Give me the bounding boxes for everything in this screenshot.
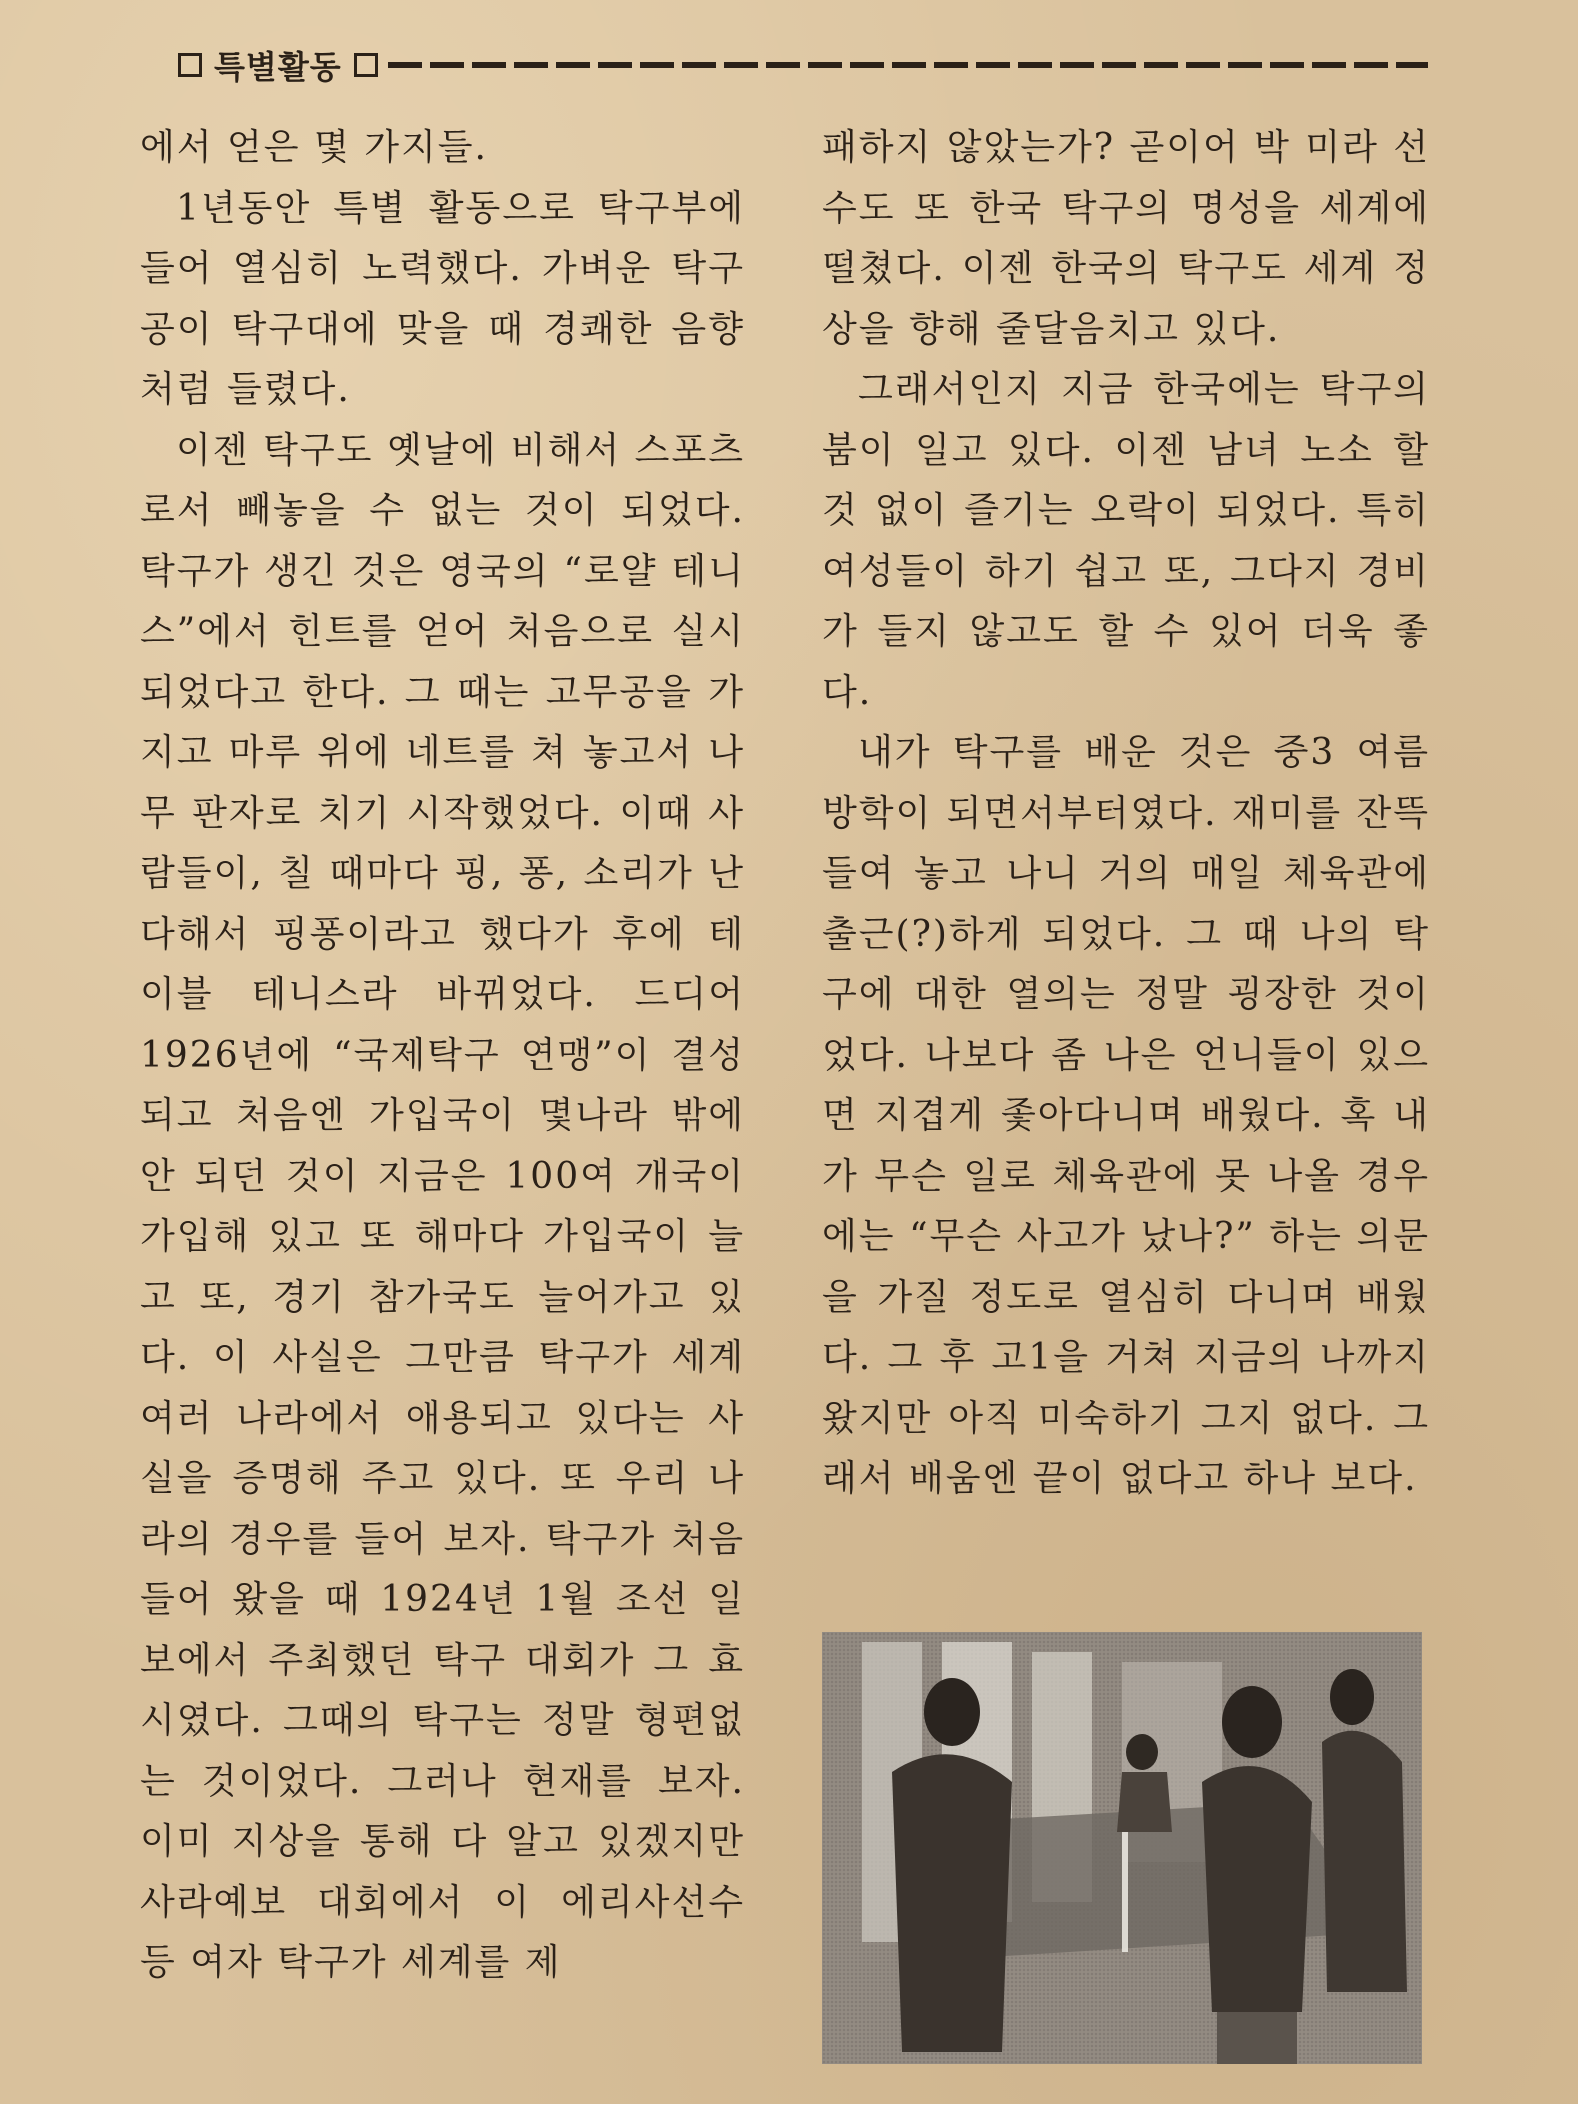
- paragraph: 그래서인지 지금 한국에는 탁구의 붐이 일고 있다. 이젠 남녀 노소 할 것 없이 즐기는 오락이 되었다. 특히 여성들이 하기 쉽고 또, 그다지 경비가 들지 않고도 할 수 있어 더욱 좋다.: [822, 369, 1430, 713]
- paragraph: 내가 탁구를 배운 것은 중3 여름 방학이 되면서부터였다. 재미를 잔뜩 들여 놓고 나니 거의 매일 체육관에 출근(?)하게 되었다. 그 때 나의 탁구에 대한 열의는 정말 굉장한 것이었다. 나보다 좀 나은 언니들이 있으면 지겹게 좇아다니며 배웠다. 혹 내가 무슨 일로 체육관에 못 나올 경우에는 “무슨 사고가 났나?” 하는 의문을 가질 정도로 열심히 다니며 배웠다. 그 후 고1을 거쳐 지금의 나까지 왔지만 아직 미숙하기 그지 없다. 그래서 배움엔 끝이 없다고 하나 보다.: [822, 732, 1430, 1499]
- header-rule: [388, 62, 1428, 68]
- section-title: 특별활동: [214, 48, 342, 86]
- article-right-column: [822, 118, 1430, 1510]
- table-tennis-photo: [822, 1632, 1422, 2064]
- paragraph: 에서 얻은 몇 가지들.: [140, 127, 488, 168]
- paragraph: 패하지 않았는가? 곧이어 박 미라 선수도 또 한국 탁구의 명성을 세계에 떨쳤다. 이젠 한국의 탁구도 세계 정상을 향해 줄달음치고 있다.: [822, 127, 1430, 350]
- paragraph: 이젠 탁구도 옛날에 비해서 스포츠로서 빼놓을 수 없는 것이 되었다. 탁구가 생긴 것은 영국의 “로얄 테니스”에서 힌트를 얻어 처음으로 실시되었다고 한다. 그 때는 고무공을 가지고 마루 위에 네트를 쳐 놓고서 나무 판자로 치기 시작했었다. 이때 사람들이, 칠 때마다 핑, 퐁, 소리가 난다해서 핑퐁이라고 했다가 후에 테이블 테니스라 바뀌었다. 드디어 1926년에 “국제탁구 연맹”이 결성되고 처음엔 가입국이 몇나라 밖에 안 되던 것이 지금은 100여 개국이 가입해 있고 또 해마다 가입국이 늘고 또, 경기 참가국도 늘어가고 있다. 이 사실은 그만큼 탁구가 세계 여러 나라에서 애용되고 있다는 사실을 증명해 주고 있다. 또 우리 나라의 경우를 들어 보자. 탁구가 처음 들어 왔을 때 1924년 1월 조선 일보에서 주최했던 탁구 대회가 그 효시였다. 그때의 탁구는 정말 형편없는 것이었다. 그러나 현재를 보자. 이미 지상을 통해 다 알고 있겠지만 사라예보 대회에서 이 에리사선수 등 여자 탁구가 세계를 제: [140, 429, 745, 1983]
- article-left-column: [140, 118, 745, 1994]
- checkbox-square-icon-right: [354, 53, 378, 77]
- photo-illustration: [822, 1632, 1422, 2064]
- section-header: [178, 40, 1428, 90]
- checkbox-square-icon: [178, 53, 202, 77]
- paragraph: 1년동안 특별 활동으로 탁구부에 들어 열심히 노력했다. 가벼운 탁구 공이 탁구대에 맞을 때 경쾌한 음향처럼 들렸다.: [140, 187, 745, 410]
